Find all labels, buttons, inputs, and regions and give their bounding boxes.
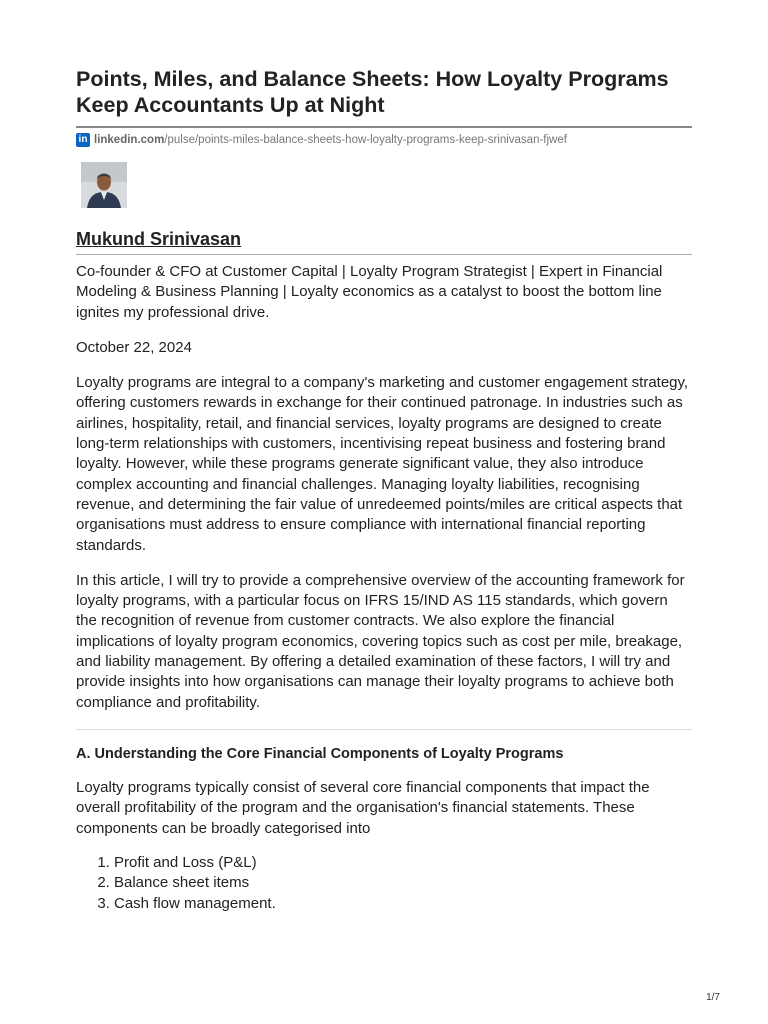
section-heading: A. Understanding the Core Financial Components of Loyalty Programs xyxy=(76,745,564,762)
article-title: Points, Miles, and Balance Sheets: How Loyalty Programs Keep Accountants Up at Night xyxy=(76,67,669,117)
paragraph-components: Loyalty programs typically consist of several core financial components that impact the overall profitability of the program and the organisation's financial statements. These components can be broadly categorised into xyxy=(76,778,650,837)
source-path[interactable]: /pulse/points-miles-balance-sheets-how-loyalty-programs-keep-srinivasan-fjwef xyxy=(164,134,567,146)
list-item: 3. Cash flow management. xyxy=(114,894,692,915)
author-avatar xyxy=(81,162,127,208)
author-bio: Co-founder & CFO at Customer Capital | Loyalty Program Strategist | Expert in Financial Modeling & Business Planning | Loyalty economics as a catalyst to boost the bottom line ignites my professional drive. xyxy=(76,263,663,321)
list-item: 1. Profit and Loss (P&L) xyxy=(114,853,692,874)
author-name[interactable]: Mukund Srinivasan xyxy=(76,229,242,249)
paragraph-intro: Loyalty programs are integral to a company's marketing and customer engagement strategy, offering customers rewards in exchange for their continued patronage. In industries such as airlines, hospitality, retail, and financial services, loyalty programs are designed to create long-term relationships with customers, incentivising repeat business and fostering brand loyalty. However, while these programs generate significant value, they also introduce complex accounting and financial challenges. Managing loyalty liabilities, recognising revenue, and determining the fair value of unredeemed points/miles are critical aspects that organisations must address to ensure compliance with international financial reporting standards. xyxy=(76,374,689,554)
source-domain[interactable]: linkedin.com xyxy=(94,134,165,146)
publish-date: October 22, 2024 xyxy=(76,338,192,356)
author-divider xyxy=(76,254,692,255)
article-page xyxy=(76,0,692,914)
paragraph-overview: In this article, I will try to provide a comprehensive overview of the accounting framework for loyalty programs, with a particular focus on IFRS 15/IND AS 115 standards, which govern the recognition of revenue from customer contracts. We also explore the financial implications of loyalty program economics, covering topics such as cost per mile, breakage, and liability management. By offering a detailed examination of these factors, I will try and provide insights into how organisations can manage their loyalty programs to achieve both compliance and profitability. xyxy=(76,571,685,711)
list-item: 2. Balance sheet items xyxy=(114,873,692,894)
source-link[interactable] xyxy=(76,132,692,148)
title-divider xyxy=(76,126,692,128)
linkedin-icon: in xyxy=(76,133,90,147)
section-divider xyxy=(76,729,692,730)
page-indicator: 1/7 xyxy=(706,992,720,1003)
components-list xyxy=(76,853,692,915)
